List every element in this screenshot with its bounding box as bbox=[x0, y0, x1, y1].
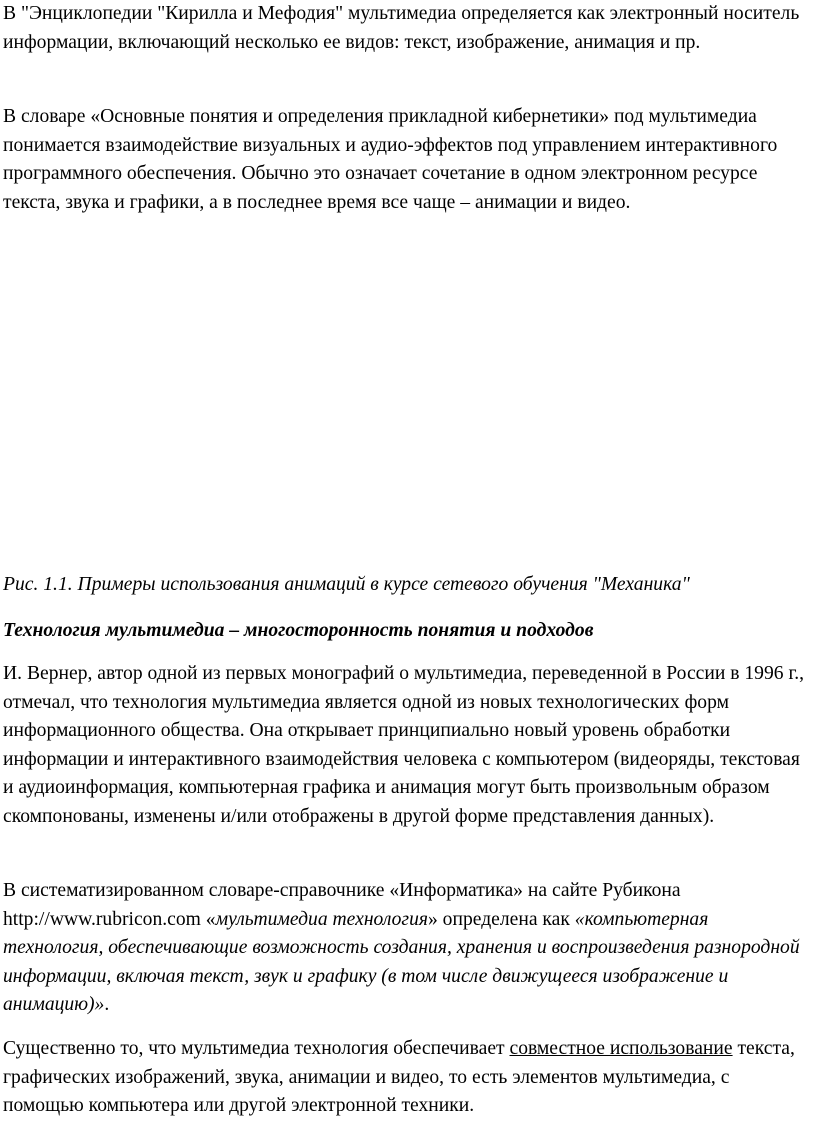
p5-underlined-phrase: совместное использование bbox=[509, 1038, 733, 1059]
p4-text-end: . bbox=[104, 994, 110, 1015]
p4-term: мультимедиа технология bbox=[215, 908, 428, 930]
section-heading: Технология мультимедиа – многосторонность понятия и подходов bbox=[3, 620, 594, 641]
paragraph-rubricon-definition bbox=[3, 877, 810, 1020]
paragraph-werner: И. Вернер, автор одной из первых монографий о мультимедиа, переведенной в России в 1996 г., отмечал, что технология мультимедиа является одной из новых технологических форм информационного общества. Она открывает принципиально новый уровень обработки информации и интерактивного взаимодействия человека с компьютером (видеоряды, текстовая и аудиоинформация, компьютерная графика и анимация могут быть произвольным образом скомпонованы, изменены и/или отображены в другой форме представления данных). bbox=[3, 663, 805, 827]
paragraph-joint-use bbox=[3, 1035, 810, 1121]
p5-text-part1: Существенно то, что мультимедиа технология обеспечивает bbox=[3, 1038, 510, 1059]
paragraph-encyclopedia-definition: В "Энциклопедии "Кирилла и Мефодия" мультимедиа определяется как электронный носитель информации, включающий несколько ее видов: текст, изображение, анимация и пр. bbox=[3, 3, 800, 53]
figure-caption: Рис. 1.1. Примеры использования анимаций в курсе сетевого обучения "Механика" bbox=[3, 574, 690, 595]
p4-text-part1: В систематизированном словаре-справочнике «Информатика» на сайте Рубикона http://www.rubricon.com « bbox=[3, 880, 681, 930]
paragraph-cybernetics-dictionary: В словаре «Основные понятия и определения прикладной кибернетики» под мультимедиа понимается взаимодействие визуальных и аудио-эффектов под управлением интерактивного программного обеспечения. Обычно это означает сочетание в одном электронном ресурсе текста, звука и графики, а в последнее время все чаще – анимации и видео. bbox=[3, 106, 778, 213]
p5-text-part2: текста, графических изображений, звука, анимации и видео, то есть элементов мультимедиа, с помощью компьютера или другой электронной техники. bbox=[3, 1038, 795, 1116]
p4-definition: «компьютерная технология, обеспечивающие возможность создания, хранения и воспроизведения разнородной информации, включая текст, звук и графику (в том числе движущееся изображение и анимацию)» bbox=[3, 908, 800, 1015]
p4-text-part2: » определена как bbox=[427, 908, 575, 930]
